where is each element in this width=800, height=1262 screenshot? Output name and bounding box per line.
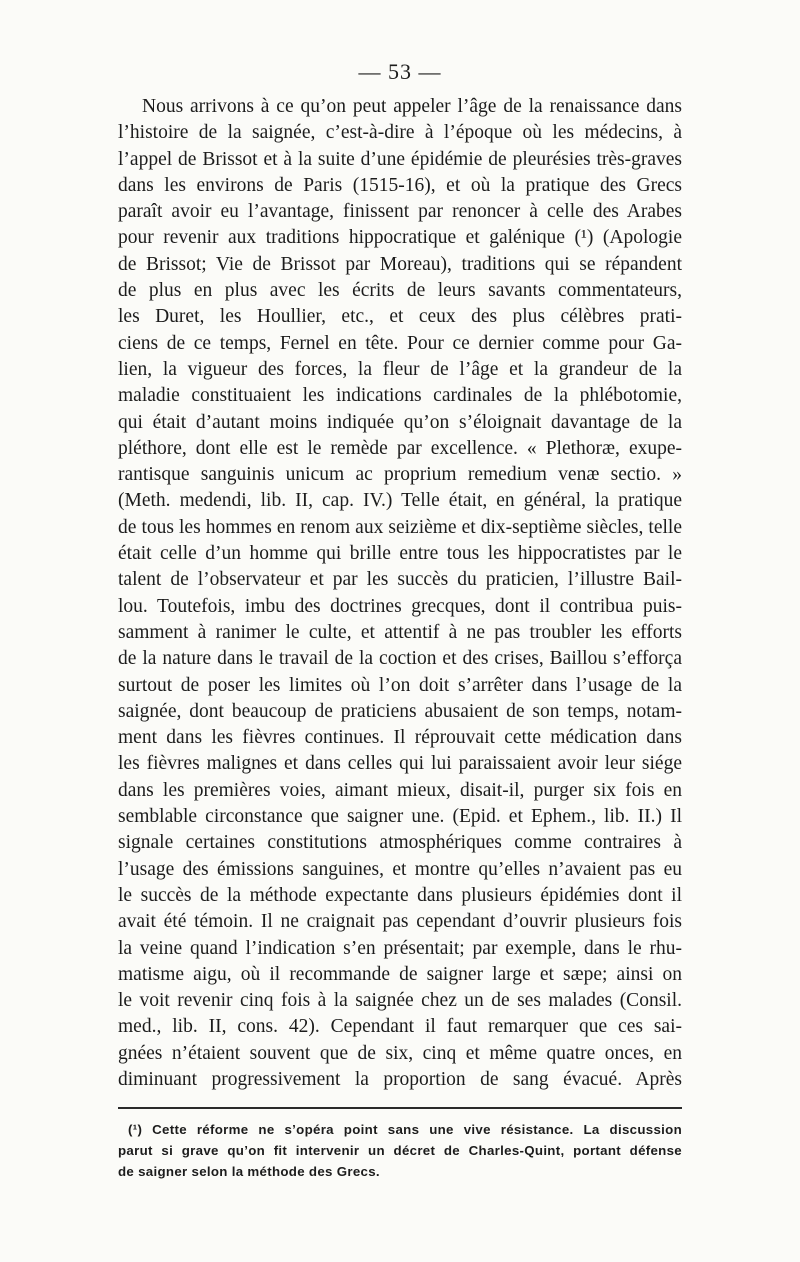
text-line: les fièvres malignes et dans celles qui lui paraissaient avoir leur siége [118,753,682,775]
text-line: rantisque sanguinis unicum ac proprium remedium venæ sectio. » [118,464,682,486]
text-line: qui était d’autant moins indiquée qu’on s’éloignait davantage de la [118,411,682,433]
text-line: pour revenir aux traditions hippocratique et galénique (¹) (Apologie [118,227,682,249]
page-number: — 53 — [358,59,442,84]
text-line: (Meth. medendi, lib. II, cap. IV.) Telle était, en général, la pratique [118,490,682,512]
text-line: de plus en plus avec les écrits de leurs savants commentateurs, [118,280,682,302]
text-line: le voit revenir cinq fois à la saignée chez un de ses malades (Consil. [118,990,682,1012]
text-line: lien, la vigueur des forces, la fleur de l’âge et la grandeur de la [118,358,682,380]
text-line: signale certaines constitutions atmosphériques comme contraires à [118,832,682,854]
text-line: med., lib. II, cons. 42). Cependant il faut remarquer que ces sai- [118,1016,682,1038]
text-line: paraît avoir eu l’avantage, finissent par renoncer à celle des Arabes [118,201,682,223]
text-line: l’appel de Brissot et à la suite d’une épidémie de pleurésies très-graves [118,148,682,170]
footnote-line: de saigner selon la méthode des Grecs. [118,1164,380,1180]
text-line: surtout de poser les limites où l’on doit s’arrêter dans l’usage de la [118,674,682,696]
text-line: gnées n’étaient souvent que de six, cinq et même quatre onces, en [118,1042,682,1064]
text-line: avait été témoin. Il ne craignait pas cependant d’ouvrir plusieurs fois [118,911,682,933]
text-line: semblable circonstance que saigner une. (Epid. et Ephem., lib. II.) Il [118,806,682,828]
text-line: de Brissot; Vie de Brissot par Moreau), traditions qui se répandent [118,253,682,275]
text-line: matisme aigu, où il recommande de saigner large et sæpe; ainsi on [118,963,682,985]
text-line: l’usage des émissions sanguines, et montre qu’elles n’avaient pas eu [118,858,682,880]
text-line: de la nature dans le travail de la coction et des crises, Baillou s’efforça [118,648,682,670]
body-text [118,94,682,1093]
text-line: diminuant progressivement la proportion de sang évacué. Après [118,1068,682,1090]
text-line: lou. Toutefois, imbu des doctrines grecques, dont il contribua puis- [118,595,682,617]
footnote [118,1119,682,1182]
text-line: était celle d’un homme qui brille entre tous les hippocratistes par le [118,543,682,565]
text-line: de tous les hommes en renom aux seizième et dix-septième siècles, telle [118,516,682,538]
text-line: la veine quand l’indication s’en présentait; par exemple, dans le rhu- [118,937,682,959]
document-page [118,56,682,1182]
text-line: maladie constituaient les indications cardinales de la phlébotomie, [118,385,682,407]
footnote-line: parut si grave qu’on fit intervenir un décret de Charles-Quint, portant défense [118,1143,682,1159]
footnote-rule [118,1107,682,1109]
text-line: Nous arrivons à ce qu’on peut appeler l’âge de la renaissance dans [142,96,682,117]
text-line: saignée, dont beaucoup de praticiens abusaient de son temps, notam- [118,700,682,722]
text-line: le succès de la méthode expectante dans plusieurs épidémies dont il [118,884,682,906]
text-line: dans les environs de Paris (1515-16), et où la pratique des Grecs [118,174,682,196]
text-line: ciens de ce temps, Fernel en tête. Pour ce dernier comme pour Ga- [118,332,682,354]
text-line: dans les premières voies, aimant mieux, disait-il, purger six fois en [118,779,682,801]
text-line: l’histoire de la saignée, c’est-à-dire à l’époque où les médecins, à [118,122,682,144]
footnote-line: (¹) Cette réforme ne s’opéra point sans une vive résistance. La discussion [128,1122,682,1138]
text-line: ment dans les fièvres continues. Il réprouvait cette médication dans [118,727,682,749]
text-line: les Duret, les Houllier, etc., et ceux des plus célèbres prati- [118,306,682,328]
text-line: talent de l’observateur et par les succès du praticien, l’illustre Bail- [118,569,682,591]
text-line: samment à ranimer le culte, et attentif à ne pas troubler les efforts [118,621,682,643]
text-line: pléthore, dont elle est le remède par excellence. « Plethoræ, exupe- [118,437,682,459]
